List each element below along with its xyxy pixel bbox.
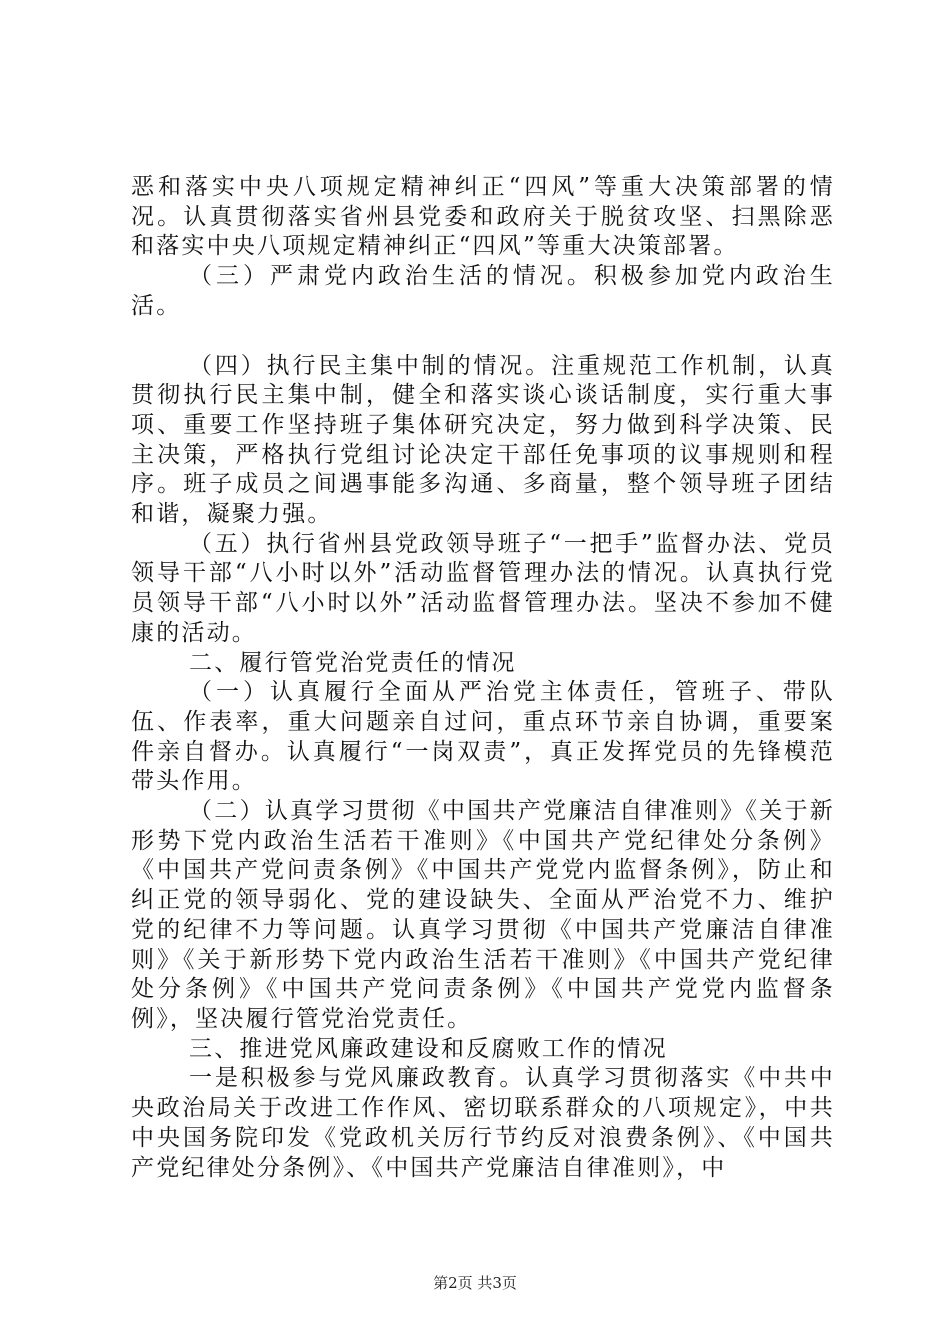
paragraph-part-2-item-2: （二）认真学习贯彻《中国共产党廉洁自律准则》《关于新形势下党内政治生活若干准则》《中国共产党纪律处分条例》《中国共产党问责条例》《中国共产党党内监督条例》，防止和纠正党的领导弱化、党的建设缺失、全面从严治党不力、维护党的纪律不力等问题。认真学习贯彻《中国共产党廉洁自律准则》《关于新形势下党内政治生活若干准则》《中国共产党纪律处分条例》《中国共产党问责条例》《中国共产党党内监督条例》，坚决履行管党治党责任。 <box>131 798 835 1032</box>
paragraph-part-2-item-1: （一）认真履行全面从严治党主体责任，管班子、带队伍、作表率，重大问题亲自过问，重点环节亲自协调，重要案件亲自督办。认真履行“一岗双责”，真正发挥党员的先锋模范带头作用。 <box>131 679 835 795</box>
page-number-footer: 第2页 共3页 <box>433 1274 517 1292</box>
paragraph-part-3-item-1: 一是积极参与党风廉政教育。认真学习贯彻落实《中共中央政治局关于改进工作作风、密切联系群众的八项规定》，中共中央国务院印发《党政机关厉行节约反对浪费条例》、《中国共产党纪律处分条例》、《中国共产党廉洁自律准则》，中 <box>131 1065 835 1181</box>
paragraph-section-3: （三）严肃党内政治生活的情况。积极参加党内政治生活。 <box>131 263 835 319</box>
paragraph-section-5: （五）执行省州县党政领导班子“一把手”监督办法、党员领导干部“八小时以外”活动监督管理办法的情况。认真执行党员领导干部“八小时以外”活动监督管理办法。坚决不参加不健康的活动。 <box>131 530 835 646</box>
heading-part-3: 三、推进党风廉政建设和反腐败工作的情况 <box>189 1035 668 1062</box>
paragraph-continuation: 恶和落实中央八项规定精神纠正“四风”等重大决策部署的情况。认真贯彻落实省州县党委和政府关于脱贫攻坚、扫黑除恶和落实中央八项规定精神纠正“四风”等重大决策部署。 <box>131 174 835 260</box>
paragraph-section-4: （四）执行民主集中制的情况。注重规范工作机制，认真贯彻执行民主集中制，健全和落实谈心谈话制度，实行重大事项、重要工作坚持班子集体研究决定，努力做到科学决策、民主决策，严格执行党组讨论决定干部任免事项的议事规则和程序。班子成员之间遇事能多沟通、多商量，整个领导班子团结和谐，凝聚力强。 <box>131 352 835 528</box>
heading-part-2: 二、履行管党治党责任的情况 <box>189 649 517 676</box>
document-body <box>131 173 835 1183</box>
